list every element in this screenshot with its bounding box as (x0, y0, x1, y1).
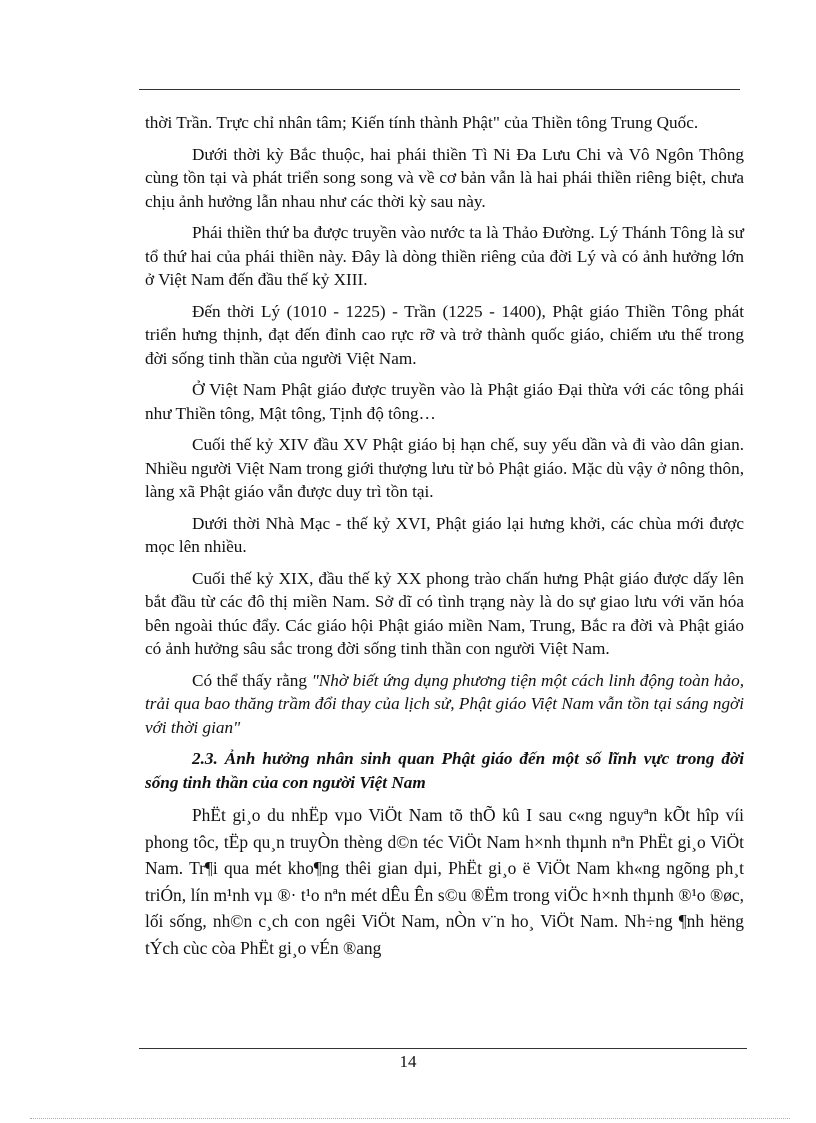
footer-rule (139, 1048, 747, 1049)
paragraph-1: thời Trần. Trực chỉ nhân tâm; Kiến tính thành Phật" của Thiền tông Trung Quốc. (145, 113, 699, 132)
page-number: 14 (399, 1052, 417, 1071)
section-heading: 2.3. Ảnh hưởng nhân sinh quan Phật giáo đến một số lĩnh vực trong đời sống tinh thần của con người Việt Nam (145, 749, 744, 792)
paragraph-6: Cuối thế kỷ XIV đầu XV Phật giáo bị hạn chế, suy yếu dần và đi vào dân gian. Nhiều người Việt Nam trong giới thượng lưu từ bỏ Phật giáo. Mặc dù vậy ở nông thôn, làng xã Phật giáo vẫn được duy trì tồn tại. (145, 435, 744, 501)
quote-paragraph (145, 669, 744, 740)
paragraph-4: Đến thời Lý (1010 - 1225) - Trần (1225 - 1400), Phật giáo Thiền Tông phát triển hưng thịnh, đạt đến đỉnh cao rực rỡ và trở thành quốc giáo, chiếm ưu thế trong đời sống tinh thần của người Việt Nam. (145, 301, 744, 368)
paragraph-7: Dưới thời Nhà Mạc - thế kỷ XVI, Phật giáo lại hưng khởi, các chùa mới được mọc lên nhiều. (145, 513, 744, 556)
quote-lead: Có thể thấy rằng (192, 670, 312, 690)
header-rule (139, 89, 740, 90)
paragraph-5: Ở Việt Nam Phật giáo được truyền vào là Phật giáo Đại thừa với các tông phái như Thiền tông, Mật tông, Tịnh độ tông… (145, 380, 744, 423)
garbled-paragraph: PhËt gi¸o du nhËp vµo ViÖt Nam tõ thÕ kû I sau c«ng nguyªn kÕt hîp víi phong tôc, tËp qu¸n truyÒn thèng d©n téc ViÖt Nam h×nh thµnh nªn PhËt gi¸o ViÖt Nam. Tr¶i qua mét kho¶ng thêi gian dµi, PhËt gi¸o ë ViÖt Nam kh«ng ngõng ph¸t triÓn, lín m¹nh vµ ®· t¹o nªn mét dÊu Ên s©u ®Ëm trong viÖc h×nh thµnh ®¹o ®øc, lối sống, nh©n c¸ch con ngêi ViÖt Nam, nÒn v¨n ho¸ ViÖt Nam. Nh÷ng ¶nh hëng tÝch cùc còa PhËt gi¸o vÉn ®ang (145, 805, 744, 958)
paragraph-8: Cuối thế kỷ XIX, đầu thế kỷ XX phong trào chấn hưng Phật giáo được dấy lên bắt đầu từ các đô thị miền Nam. Sở dĩ có tình trạng này là do sự giao lưu với văn hóa bên ngoài thúc đẩy. Các giáo hội Phật giáo miền Nam, Trung, Bắc ra đời và Phật giáo có ảnh hưởng sâu sắc trong đời sống tinh thần con người Việt Nam. (145, 568, 744, 658)
quote-text: "Nhờ biết ứng dụng phương tiện một cách linh động toàn hảo, trải qua bao thăng trầm đổi thay của lịch sử, Phật giáo Việt Nam vẫn tồn tại sáng ngời với thời gian" (145, 670, 745, 737)
paragraph-3: Phái thiền thứ ba được truyền vào nước ta là Thảo Đường. Lý Thánh Tông là sư tổ thứ hai của phái thiền này. Đây là dòng thiền riêng của đời Lý và có ảnh hưởng lớn ở Việt Nam đến đầu thế kỷ XIII. (145, 223, 744, 289)
paragraph-2: Dưới thời kỳ Bắc thuộc, hai phái thiền Tì Ni Đa Lưu Chi và Vô Ngôn Thông cùng tồn tại và phát triển song song và về cơ bản vẫn là hai phái thiền riêng biệt, chưa chịu ảnh hưởng lẫn nhau như các thời kỳ sau này. (145, 144, 744, 211)
page-body (145, 111, 744, 961)
page-edge-dotted-line (30, 1118, 790, 1119)
